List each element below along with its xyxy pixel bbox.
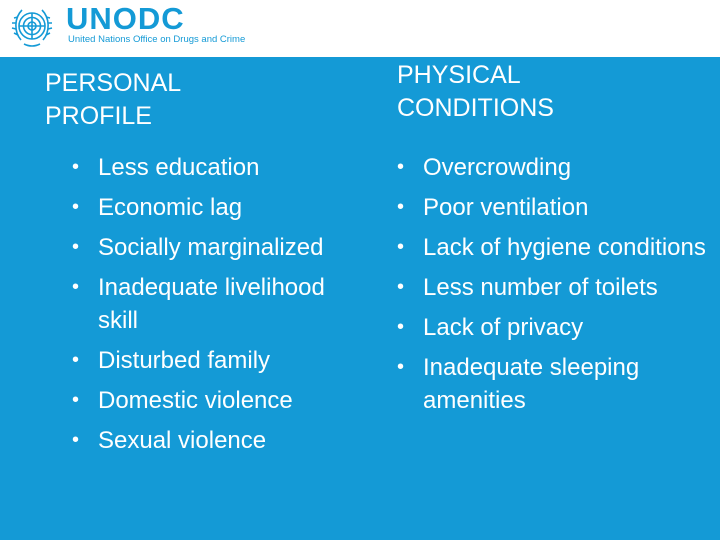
list-item <box>72 271 362 337</box>
logo-subtitle: United Nations Office on Drugs and Crime <box>68 34 246 45</box>
physical-conditions-list <box>397 151 707 424</box>
list-item-text: Overcrowding <box>423 154 572 181</box>
bullet-icon: • <box>397 196 405 218</box>
list-item <box>397 311 707 344</box>
bullet-icon: • <box>72 389 80 411</box>
list-item <box>72 344 362 377</box>
list-item-text: Poor ventilation <box>423 194 589 221</box>
list-item <box>397 271 707 304</box>
list-item-text: Inadequate livelihood skill <box>98 274 325 334</box>
bullet-icon: • <box>397 356 405 378</box>
list-item-text: Inadequate sleeping amenities <box>423 354 640 414</box>
list-item <box>72 231 362 264</box>
physical-conditions-heading: PHYSICAL CONDITIONS <box>397 61 554 122</box>
list-item <box>397 151 707 184</box>
list-item-text: Lack of privacy <box>423 314 584 341</box>
list-item-text: Economic lag <box>98 194 243 221</box>
list-item <box>397 351 707 417</box>
list-item <box>397 191 707 224</box>
bullet-icon: • <box>72 349 80 371</box>
bullet-icon: • <box>72 276 80 298</box>
list-item <box>72 384 362 417</box>
bullet-icon: • <box>72 196 80 218</box>
bullet-icon: • <box>72 236 80 258</box>
bullet-icon: • <box>72 429 80 451</box>
list-item-text: Domestic violence <box>98 387 293 414</box>
list-item <box>72 424 362 457</box>
list-item-text: Socially marginalized <box>98 234 324 261</box>
un-emblem-icon <box>8 4 56 52</box>
bullet-icon: • <box>72 156 80 178</box>
bullet-icon: • <box>397 276 405 298</box>
list-item-text: Disturbed family <box>98 347 271 374</box>
logo-wordmark: UNODC <box>66 1 185 36</box>
personal-profile-list <box>72 151 362 464</box>
personal-profile-heading: PERSONAL PROFILE <box>45 69 182 130</box>
header-bar <box>0 0 720 57</box>
list-item-text: Less education <box>98 154 260 181</box>
list-item-text: Sexual violence <box>98 427 267 454</box>
list-item-text: Less number of toilets <box>423 274 658 301</box>
bullet-icon: • <box>397 316 405 338</box>
list-item <box>72 191 362 224</box>
list-item <box>397 231 707 264</box>
list-item <box>72 151 362 184</box>
list-item-text: Lack of hygiene conditions <box>423 234 706 261</box>
bullet-icon: • <box>397 156 405 178</box>
bullet-icon: • <box>397 236 405 258</box>
